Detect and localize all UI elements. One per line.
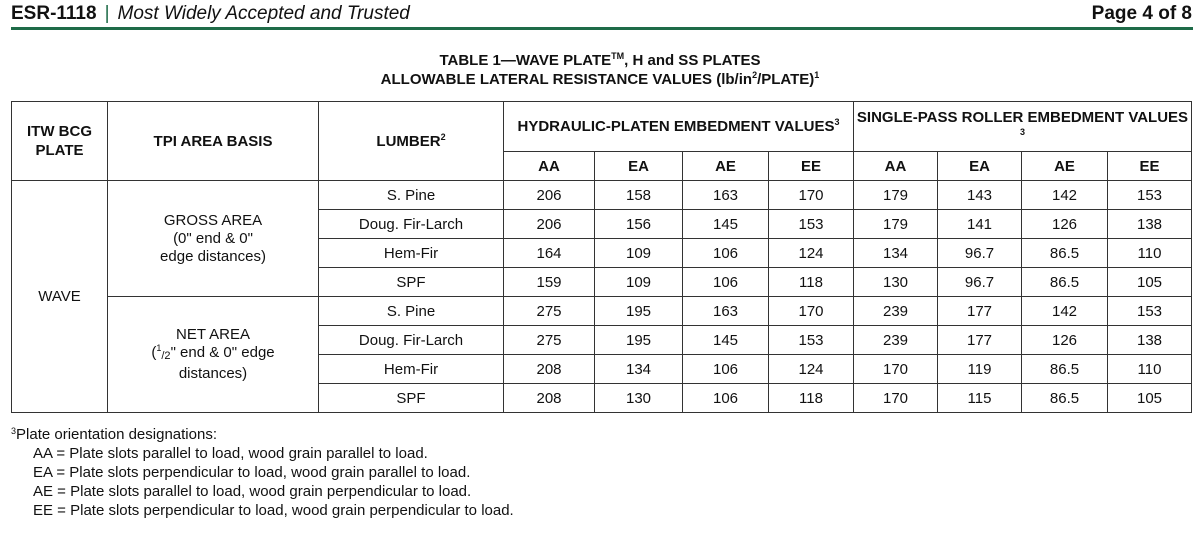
area-detail: ($^1$/2" end & 0" edge distances) <box>151 343 275 382</box>
footnote-heading-text: Plate orientation designations: <box>16 426 217 443</box>
value-cell: 158 <box>595 181 683 210</box>
sub-header: EE <box>1108 152 1192 181</box>
value-cell: 206 <box>504 181 595 210</box>
header-rule <box>11 27 1193 30</box>
value-cell: 126 <box>1022 326 1108 355</box>
value-cell: 195 <box>595 297 683 326</box>
value-cell: 159 <box>504 268 595 297</box>
value-cell: 170 <box>854 384 938 413</box>
page-number: Page 4 of 8 <box>1091 3 1192 24</box>
value-cell: 208 <box>504 355 595 384</box>
value-cell: 110 <box>1108 355 1192 384</box>
area-basis-gross <box>108 181 319 297</box>
value-cell: 179 <box>854 181 938 210</box>
sub-header: EA <box>595 152 683 181</box>
lumber-cell: Hem-Fir <box>319 239 504 268</box>
value-cell: 177 <box>938 326 1022 355</box>
table-row <box>12 181 1192 210</box>
title-text: TABLE 1—WAVE PLATE <box>439 52 612 69</box>
area-detail: (0" end & 0" edge distances) <box>160 229 266 265</box>
footnote-ref: 1 <box>814 70 820 80</box>
value-cell: 145 <box>683 210 769 239</box>
lumber-label: LUMBER <box>376 132 441 150</box>
value-cell: 124 <box>769 355 854 384</box>
resistance-table <box>11 101 1192 413</box>
col-header-plate: ITW BCG PLATE <box>12 102 108 181</box>
value-cell: 105 <box>1108 268 1192 297</box>
value-cell: 206 <box>504 210 595 239</box>
col-header-hydraulic <box>504 102 854 152</box>
value-cell: 138 <box>1108 210 1192 239</box>
hydraulic-label: HYDRAULIC-PLATEN EMBEDMENT VALUES <box>517 118 835 135</box>
footnote-item: AA = Plate slots parallel to load, wood grain parallel to load. <box>33 445 428 462</box>
lumber-cell: Doug. Fir-Larch <box>319 326 504 355</box>
value-cell: 164 <box>504 239 595 268</box>
page-header <box>11 1 1192 27</box>
area-title: NET AREA <box>176 326 250 343</box>
sub-header: AA <box>854 152 938 181</box>
value-cell: 239 <box>854 326 938 355</box>
value-cell: 163 <box>683 297 769 326</box>
value-cell: 106 <box>683 355 769 384</box>
footnote-item: EA = Plate slots perpendicular to load, wood grain parallel to load. <box>33 464 471 481</box>
header-tagline: Most Widely Accepted and Trusted <box>117 3 410 24</box>
footnote-heading <box>11 425 514 444</box>
col-header-roller <box>854 102 1192 152</box>
value-cell: 86.5 <box>1022 355 1108 384</box>
fraction-denominator: /2 <box>161 350 171 362</box>
value-cell: 124 <box>769 239 854 268</box>
value-cell: 179 <box>854 210 938 239</box>
value-cell: 275 <box>504 326 595 355</box>
value-cell: 153 <box>1108 297 1192 326</box>
value-cell: 163 <box>683 181 769 210</box>
sub-header: EA <box>938 152 1022 181</box>
document-id: ESR-1118 <box>11 3 97 24</box>
lumber-cell: SPF <box>319 384 504 413</box>
value-cell: 96.7 <box>938 239 1022 268</box>
value-cell: 118 <box>769 384 854 413</box>
fraction-numerator: 1 <box>156 343 162 353</box>
value-cell: 143 <box>938 181 1022 210</box>
title-text: ALLOWABLE LATERAL RESISTANCE VALUES (lb/in <box>380 71 753 88</box>
value-cell: 106 <box>683 239 769 268</box>
value-cell: 130 <box>595 384 683 413</box>
header-separator: | <box>104 3 110 24</box>
col-header-area-basis: TPI AREA BASIS <box>108 102 319 181</box>
footnote-item: AE = Plate slots parallel to load, wood grain perpendicular to load. <box>33 483 472 500</box>
table-title-line-1 <box>0 51 1200 70</box>
footnote-ref: 3 <box>834 117 840 127</box>
value-cell: 109 <box>595 239 683 268</box>
value-cell: 96.7 <box>938 268 1022 297</box>
value-cell: 118 <box>769 268 854 297</box>
value-cell: 110 <box>1108 239 1192 268</box>
footnote-ref: 3 <box>1019 126 1025 137</box>
value-cell: 105 <box>1108 384 1192 413</box>
value-cell: 145 <box>683 326 769 355</box>
value-cell: 177 <box>938 297 1022 326</box>
value-cell: 86.5 <box>1022 239 1108 268</box>
value-cell: 275 <box>504 297 595 326</box>
value-cell: 106 <box>683 384 769 413</box>
value-cell: 239 <box>854 297 938 326</box>
value-cell: 141 <box>938 210 1022 239</box>
value-cell: 138 <box>1108 326 1192 355</box>
footnotes <box>11 425 514 520</box>
value-cell: 170 <box>769 181 854 210</box>
value-cell: 109 <box>595 268 683 297</box>
value-cell: 115 <box>938 384 1022 413</box>
value-cell: 156 <box>595 210 683 239</box>
lumber-cell: SPF <box>319 268 504 297</box>
value-cell: 142 <box>1022 297 1108 326</box>
trademark-mark: TM <box>611 51 625 61</box>
col-header-lumber <box>319 102 504 181</box>
value-cell: 130 <box>854 268 938 297</box>
value-cell: 126 <box>1022 210 1108 239</box>
area-basis-net <box>108 297 319 413</box>
value-cell: 153 <box>1108 181 1192 210</box>
lumber-cell: Doug. Fir-Larch <box>319 210 504 239</box>
area-detail-text: " end & 0" edge distances) <box>170 344 275 382</box>
plate-name: WAVE <box>12 181 108 413</box>
value-cell: 153 <box>769 326 854 355</box>
area-title: GROSS AREA <box>163 211 263 229</box>
sub-header: AE <box>1022 152 1108 181</box>
value-cell: 134 <box>595 355 683 384</box>
table-row <box>12 297 1192 326</box>
value-cell: 134 <box>854 239 938 268</box>
header-left <box>11 3 410 25</box>
value-cell: 142 <box>1022 181 1108 210</box>
footnote-ref: 2 <box>440 131 446 142</box>
value-cell: 119 <box>938 355 1022 384</box>
roller-label: SINGLE-PASS ROLLER EMBEDMENT VALUES <box>856 108 1189 126</box>
value-cell: 170 <box>769 297 854 326</box>
table-title-line-2 <box>0 70 1200 89</box>
footnote-item: EE = Plate slots perpendicular to load, wood grain perpendicular to load. <box>33 502 514 519</box>
value-cell: 208 <box>504 384 595 413</box>
value-cell: 170 <box>854 355 938 384</box>
footnote-number: 3 <box>11 426 17 436</box>
sub-header: AA <box>504 152 595 181</box>
lumber-cell: Hem-Fir <box>319 355 504 384</box>
lumber-cell: S. Pine <box>319 297 504 326</box>
value-cell: 86.5 <box>1022 384 1108 413</box>
lumber-cell: S. Pine <box>319 181 504 210</box>
sub-header: AE <box>683 152 769 181</box>
value-cell: 195 <box>595 326 683 355</box>
value-cell: 86.5 <box>1022 268 1108 297</box>
sub-header: EE <box>769 152 854 181</box>
title-text: , H and SS PLATES <box>624 52 761 69</box>
value-cell: 153 <box>769 210 854 239</box>
title-text: /PLATE) <box>757 71 815 88</box>
value-cell: 106 <box>683 268 769 297</box>
superscript: 2 <box>752 70 758 80</box>
